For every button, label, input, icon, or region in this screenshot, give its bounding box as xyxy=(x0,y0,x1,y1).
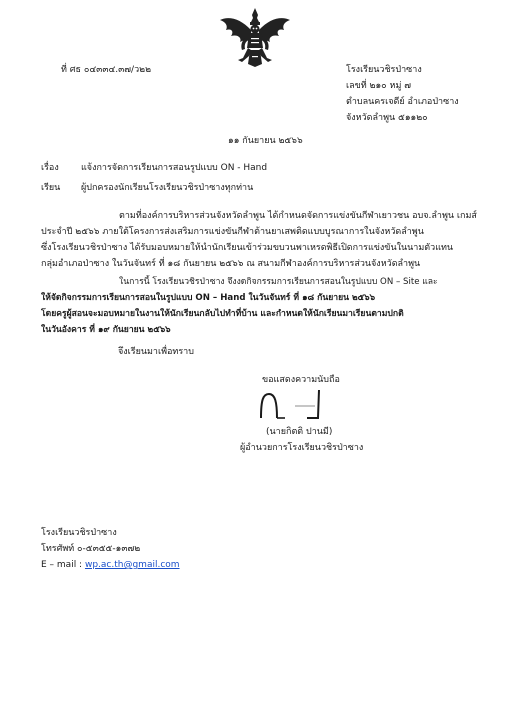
footer-email-row xyxy=(41,559,180,571)
footer-phone: โทรศัพท์ ๐-๕๓๕๕-๑๓๗๒ xyxy=(41,544,141,554)
body-paragraph-1 xyxy=(41,208,477,272)
paragraph-2-line: โดยครูผู้สอนจะมอบหมายในงานให้นักเรียนกลับไปทำที่บ้าน และกำหนดให้นักเรียนมาเรียนตามปกติ xyxy=(41,309,404,319)
subject-label: เรื่อง xyxy=(41,163,59,173)
school-address-line-3: ตำบลนครเจดีย์ อำเภอป่าซาง xyxy=(346,97,459,107)
paragraph-2-line: ให้จัดกิจกรรมการเรียนการสอนในรูปแบบ ON – Hand ในวันจันทร์ ที่ ๑๘ กันยายน ๒๕๖๖ xyxy=(41,293,376,303)
school-address-line-1: โรงเรียนวชิรป่าซาง xyxy=(346,65,422,75)
handwritten-signature xyxy=(255,388,327,424)
recipient-label: เรียน xyxy=(41,183,61,193)
document-number: ที่ ศธ ๐๔๓๓๔.๓๗/ว๒๒ xyxy=(61,65,152,75)
paragraph-2-line xyxy=(41,274,438,290)
paragraph-1-line: ตามที่องค์การบริหารส่วนจังหวัดลำพูน ได้กำหนดจัดการแข่งขันกีฬาเยาวชน อบจ.ลำพูน เกมส์ xyxy=(119,211,477,221)
school-address-line-4: จังหวัดลำพูน ๕๑๑๒๐ xyxy=(346,113,428,123)
email-link[interactable]: wp.ac.th@gmail.com xyxy=(84,560,180,570)
paragraph-1-line: กลุ่มอำเภอป่าซาง ในวันจันทร์ ที่ ๑๘ กันยายน ๒๕๖๖ ณ สนามกีฬาองค์การบริหารส่วนจังหวัดลำพูน xyxy=(41,259,421,269)
recipient-text: ผู้ปกครองนักเรียนโรงเรียนวชิรป่าซางทุกท่าน xyxy=(81,183,254,193)
footer-school: โรงเรียนวชิรป่าซาง xyxy=(41,528,117,538)
signatory-name: (นายกิตติ ปานมี) xyxy=(266,427,333,437)
garuda-emblem-icon xyxy=(218,6,292,68)
paragraph-2-line-text: ในการนี้ โรงเรียนวชิรป่าซาง จึงงดกิจกรรมการเรียนการสอนในรูปแบบ ON – Site และ xyxy=(119,277,438,287)
subject-text: แจ้งการจัดการเรียนการสอนรูปแบบ ON - Hand xyxy=(81,163,268,173)
closing-line: จึงเรียนมาเพื่อทราบ xyxy=(118,347,194,357)
letter-date: ๑๑ กันยายน ๒๕๖๖ xyxy=(228,136,303,146)
email-label: E – mail : xyxy=(41,560,83,570)
paragraph-2-line: ในวันอังคาร ที่ ๑๙ กันยายน ๒๕๖๖ xyxy=(41,325,171,335)
school-address-line-2: เลขที่ ๒๑๐ หมู่ ๗ xyxy=(346,81,412,91)
paragraph-1-line: ประจำปี ๒๕๖๖ ภายใต้โครงการส่งเสริมการแข่งขันกีฬาต้านยาเสพติดแบบบูรณาการในจังหวัดลำพูน xyxy=(41,227,424,237)
regards-text: ขอแสดงความนับถือ xyxy=(262,375,340,385)
paragraph-1-line: ซึ่งโรงเรียนวชิรป่าซาง ได้รับมอบหมายให้นำนักเรียนเข้าร่วมขบวนพาเหรดพิธีเปิดการแข่งขันในนามตัวแทน xyxy=(41,243,454,253)
body-paragraph-2 xyxy=(41,274,438,338)
signatory-position: ผู้อำนวยการโรงเรียนวชิรป่าซาง xyxy=(240,443,364,453)
